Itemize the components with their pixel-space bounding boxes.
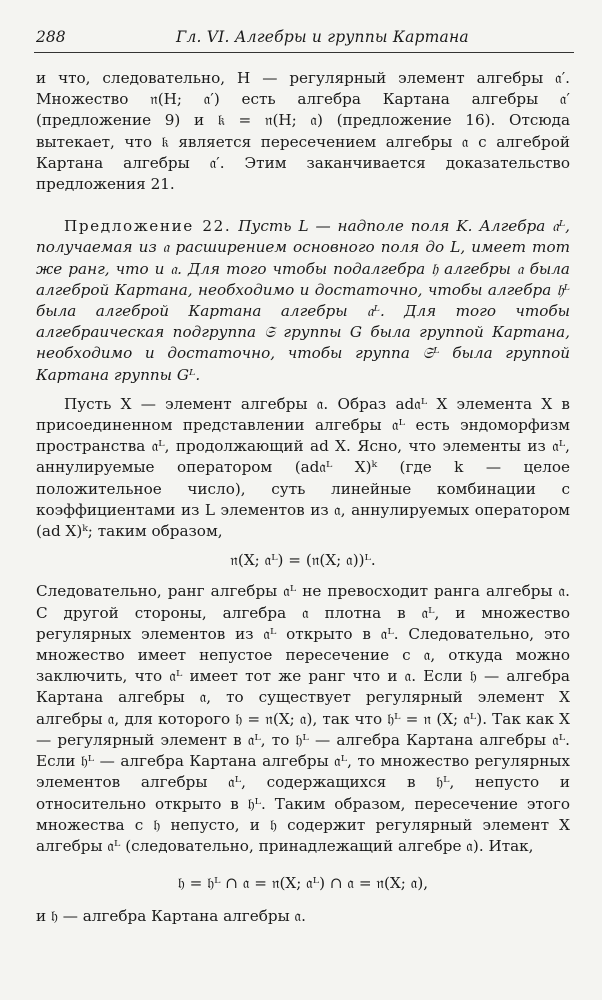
page-body (36, 68, 570, 928)
proposition-label: Предложение 22. (64, 217, 232, 236)
formula-intersection: 𝔥 = 𝔥ᴸ ∩ 𝔞 = 𝔫(X; 𝔞ᴸ) ∩ 𝔞 = 𝔫(X; 𝔞), (177, 874, 429, 893)
proposition-22 (36, 216, 570, 386)
paragraph-proof-start: Пусть X — элемент алгебры 𝔞. Образ ad𝔞ᴸ X элемента X в присоединенном представлении алгебры 𝔞ᴸ есть эндоморфизм пространства 𝔞ᴸ, продолжающий ad X. Ясно, что элементы из 𝔞ᴸ, аннулируемые оператором (ad𝔞ᴸ X)ᵏ (где k — целое положительное число), суть линейные комбинации с коэффициентами из L элементов из 𝔞, аннулируемых оператором (ad X)ᵏ; таким образом, (36, 394, 570, 541)
paragraph-proof-end: и что, следовательно, H — регулярный элемент алгебры 𝔞′. Множество 𝔫(H; 𝔞′) есть алгебра Картана алгебры 𝔞′ (предложение 9) и 𝔨 = 𝔫(H; 𝔞) (предложение 16). Отсюда вытекает, что 𝔨 является пересечением алгебры 𝔞 с алгеброй Картана алгебры 𝔞′. Этим заканчивается доказательство предложения 21. (36, 69, 570, 194)
page-header (36, 28, 572, 50)
paragraph-rank-argument: Следовательно, ранг алгебры 𝔞ᴸ не превосходит ранга алгебры 𝔞. С другой стороны, алгебра 𝔞 плотна в 𝔞ᴸ, и множество регулярных элементов из 𝔞ᴸ открыто в 𝔞ᴸ. Следовательно, это множество имеет непустое пересечение с 𝔞, откуда можно заключить, что 𝔞ᴸ имеет тот же ранг что и 𝔞. Если 𝔥 — алгебра Картана алгебры 𝔞, то существует регулярный элемент X алгебры 𝔞, для которого 𝔥 = 𝔫(X; 𝔞), так что 𝔥ᴸ = 𝔫 (X; 𝔞ᴸ). Так как X — регулярный элемент в 𝔞ᴸ, то 𝔥ᴸ — алгебра Картана алгебры 𝔞ᴸ. Если 𝔥ᴸ — алгебра Картана алгебры 𝔞ᴸ, то множество регулярных элементов алгебры 𝔞ᴸ, содержащихся в 𝔥ᴸ, непусто и относительно открыто в 𝔥ᴸ. Таким образом, пересечение этого множества с 𝔥 непусто, и 𝔥 содержит регулярный элемент X алгебры 𝔞ᴸ (следовательно, принадлежащий алгебре 𝔞). Итак, (36, 582, 570, 855)
proposition-statement: Пусть L — надполе поля K. Алгебра 𝔞ᴸ, получаемая из 𝔞 расширением основного поля до L, имеет тот же ранг, что и 𝔞. Для того чтобы подалгебра 𝔥 алгебры 𝔞 была алгеброй Картана, необходимо и достаточно, чтобы алгебра 𝔥ᴸ была алгеброй Картана алгебры 𝔞ᴸ. Для того чтобы алгебраическая подгруппа 𝔖 группы G была группой Картана, необходимо и достаточно, чтобы группа 𝔖ᴸ была группой Картана группы Gᴸ. (36, 217, 570, 384)
header-rule (34, 52, 574, 53)
paragraph-gap (36, 195, 570, 216)
paragraph-conclusion: и 𝔥 — алгебра Картана алгебры 𝔞. (36, 907, 306, 926)
page-number: 288 (36, 28, 66, 46)
running-title: Гл. VI. Алгебры и группы Картана (176, 28, 469, 46)
formula-normalizer: 𝔫(X; 𝔞ᴸ) = (𝔫(X; 𝔞))ᴸ. (230, 551, 376, 570)
